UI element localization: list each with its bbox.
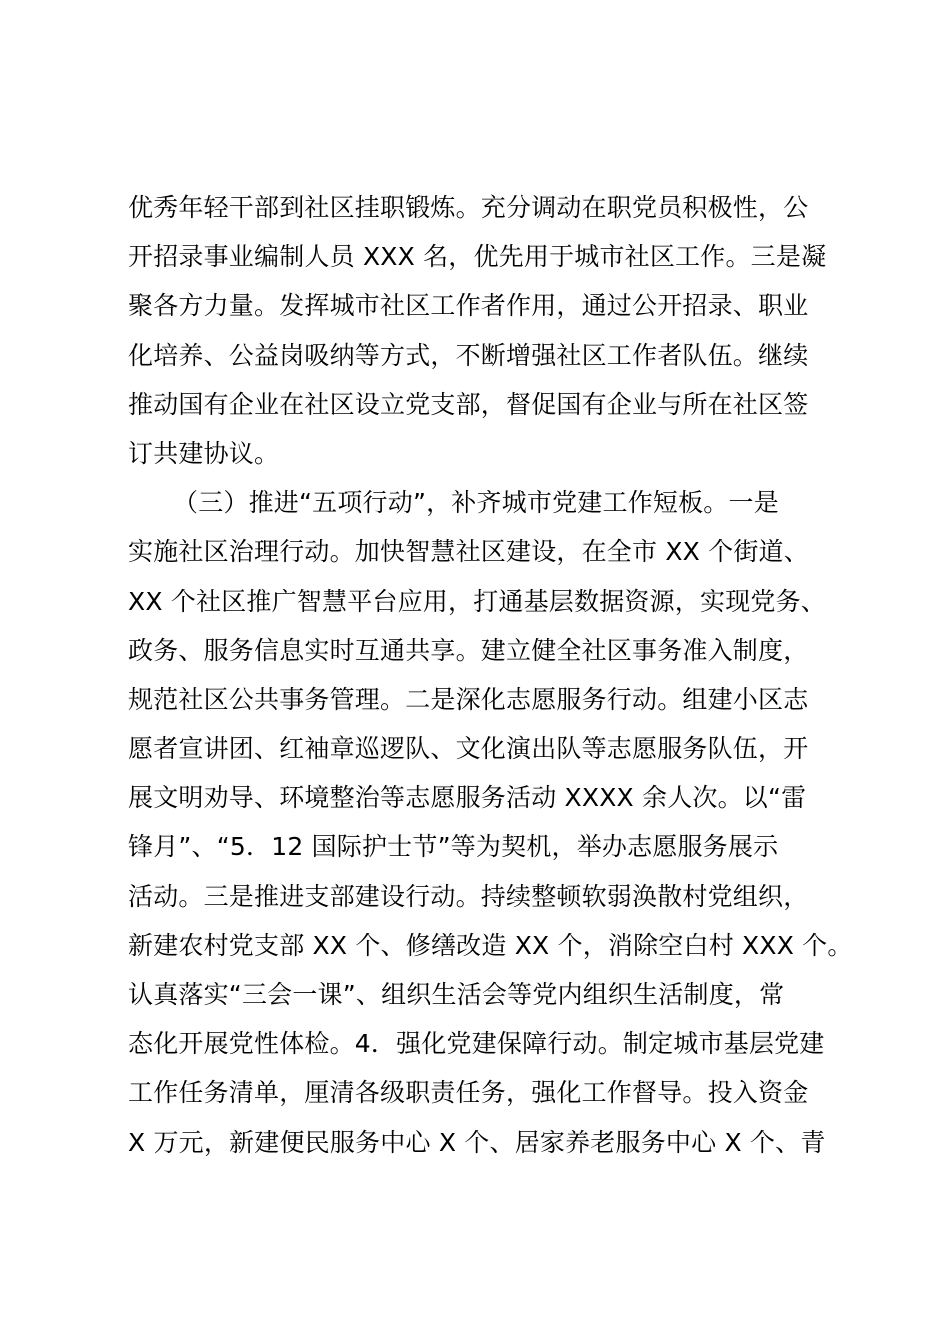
text-line: 态化开展党性体检。4．强化党建保障行动。制定城市基层党建 xyxy=(128,1029,825,1059)
text-line: 展文明劝导、环境整治等志愿服务活动 XXXX 余人次。以“雷 xyxy=(128,783,807,813)
text-line: 锋月”、“5．12 国际护士节”等为契机，举办志愿服务展示 xyxy=(128,832,779,862)
text-line: 聚各方力量。发挥城市社区工作者作用，通过公开招录、职业 xyxy=(128,291,809,321)
text-line: 开招录事业编制人员 XXX 名，优先用于城市社区工作。三是凝 xyxy=(128,242,827,272)
text-line: 新建农村党支部 XX 个、修缮改造 XX 个，消除空白村 XXX 个。 xyxy=(128,930,853,960)
text-line: X 万元，新建便民服务中心 X 个、居家养老服务中心 X 个、青 xyxy=(128,1127,826,1157)
text-line: 规范社区公共事务管理。二是深化志愿服务行动。组建小区志 xyxy=(128,684,809,714)
text-line: 推动国有企业在社区设立党支部，督促国有企业与所在社区签 xyxy=(128,389,809,419)
body-text xyxy=(128,183,853,1167)
text-line: 订共建协议。 xyxy=(128,438,280,468)
text-line: 愿者宣讲团、红袖章巡逻队、文化演出队等志愿服务队伍，开 xyxy=(128,734,809,764)
text-line: XX 个社区推广智慧平台应用，打通基层数据资源，实现党务、 xyxy=(128,586,827,616)
paragraph-first-line: （三）推进“五项行动”，补齐城市党建工作短板。一是 xyxy=(173,488,779,518)
text-line: 政务、服务信息实时互通共享。建立健全社区事务准入制度， xyxy=(128,635,809,665)
text-line: 认真落实“三会一课”、组织生活会等党内组织生活制度，常 xyxy=(128,980,785,1009)
text-line: 优秀年轻干部到社区挂职锻炼。充分调动在职党员积极性，公 xyxy=(128,193,809,222)
text-line: 实施社区治理行动。加快智慧社区建设，在全市 XX 个街道、 xyxy=(128,537,809,567)
text-line: 化培养、公益岗吸纳等方式，不断增强社区工作者队伍。继续 xyxy=(128,340,809,370)
text-line: 活动。三是推进支部建设行动。持续整顿软弱涣散村党组织， xyxy=(128,881,809,911)
text-line: 工作任务清单，厘清各级职责任务，强化工作督导。投入资金 xyxy=(128,1078,809,1108)
